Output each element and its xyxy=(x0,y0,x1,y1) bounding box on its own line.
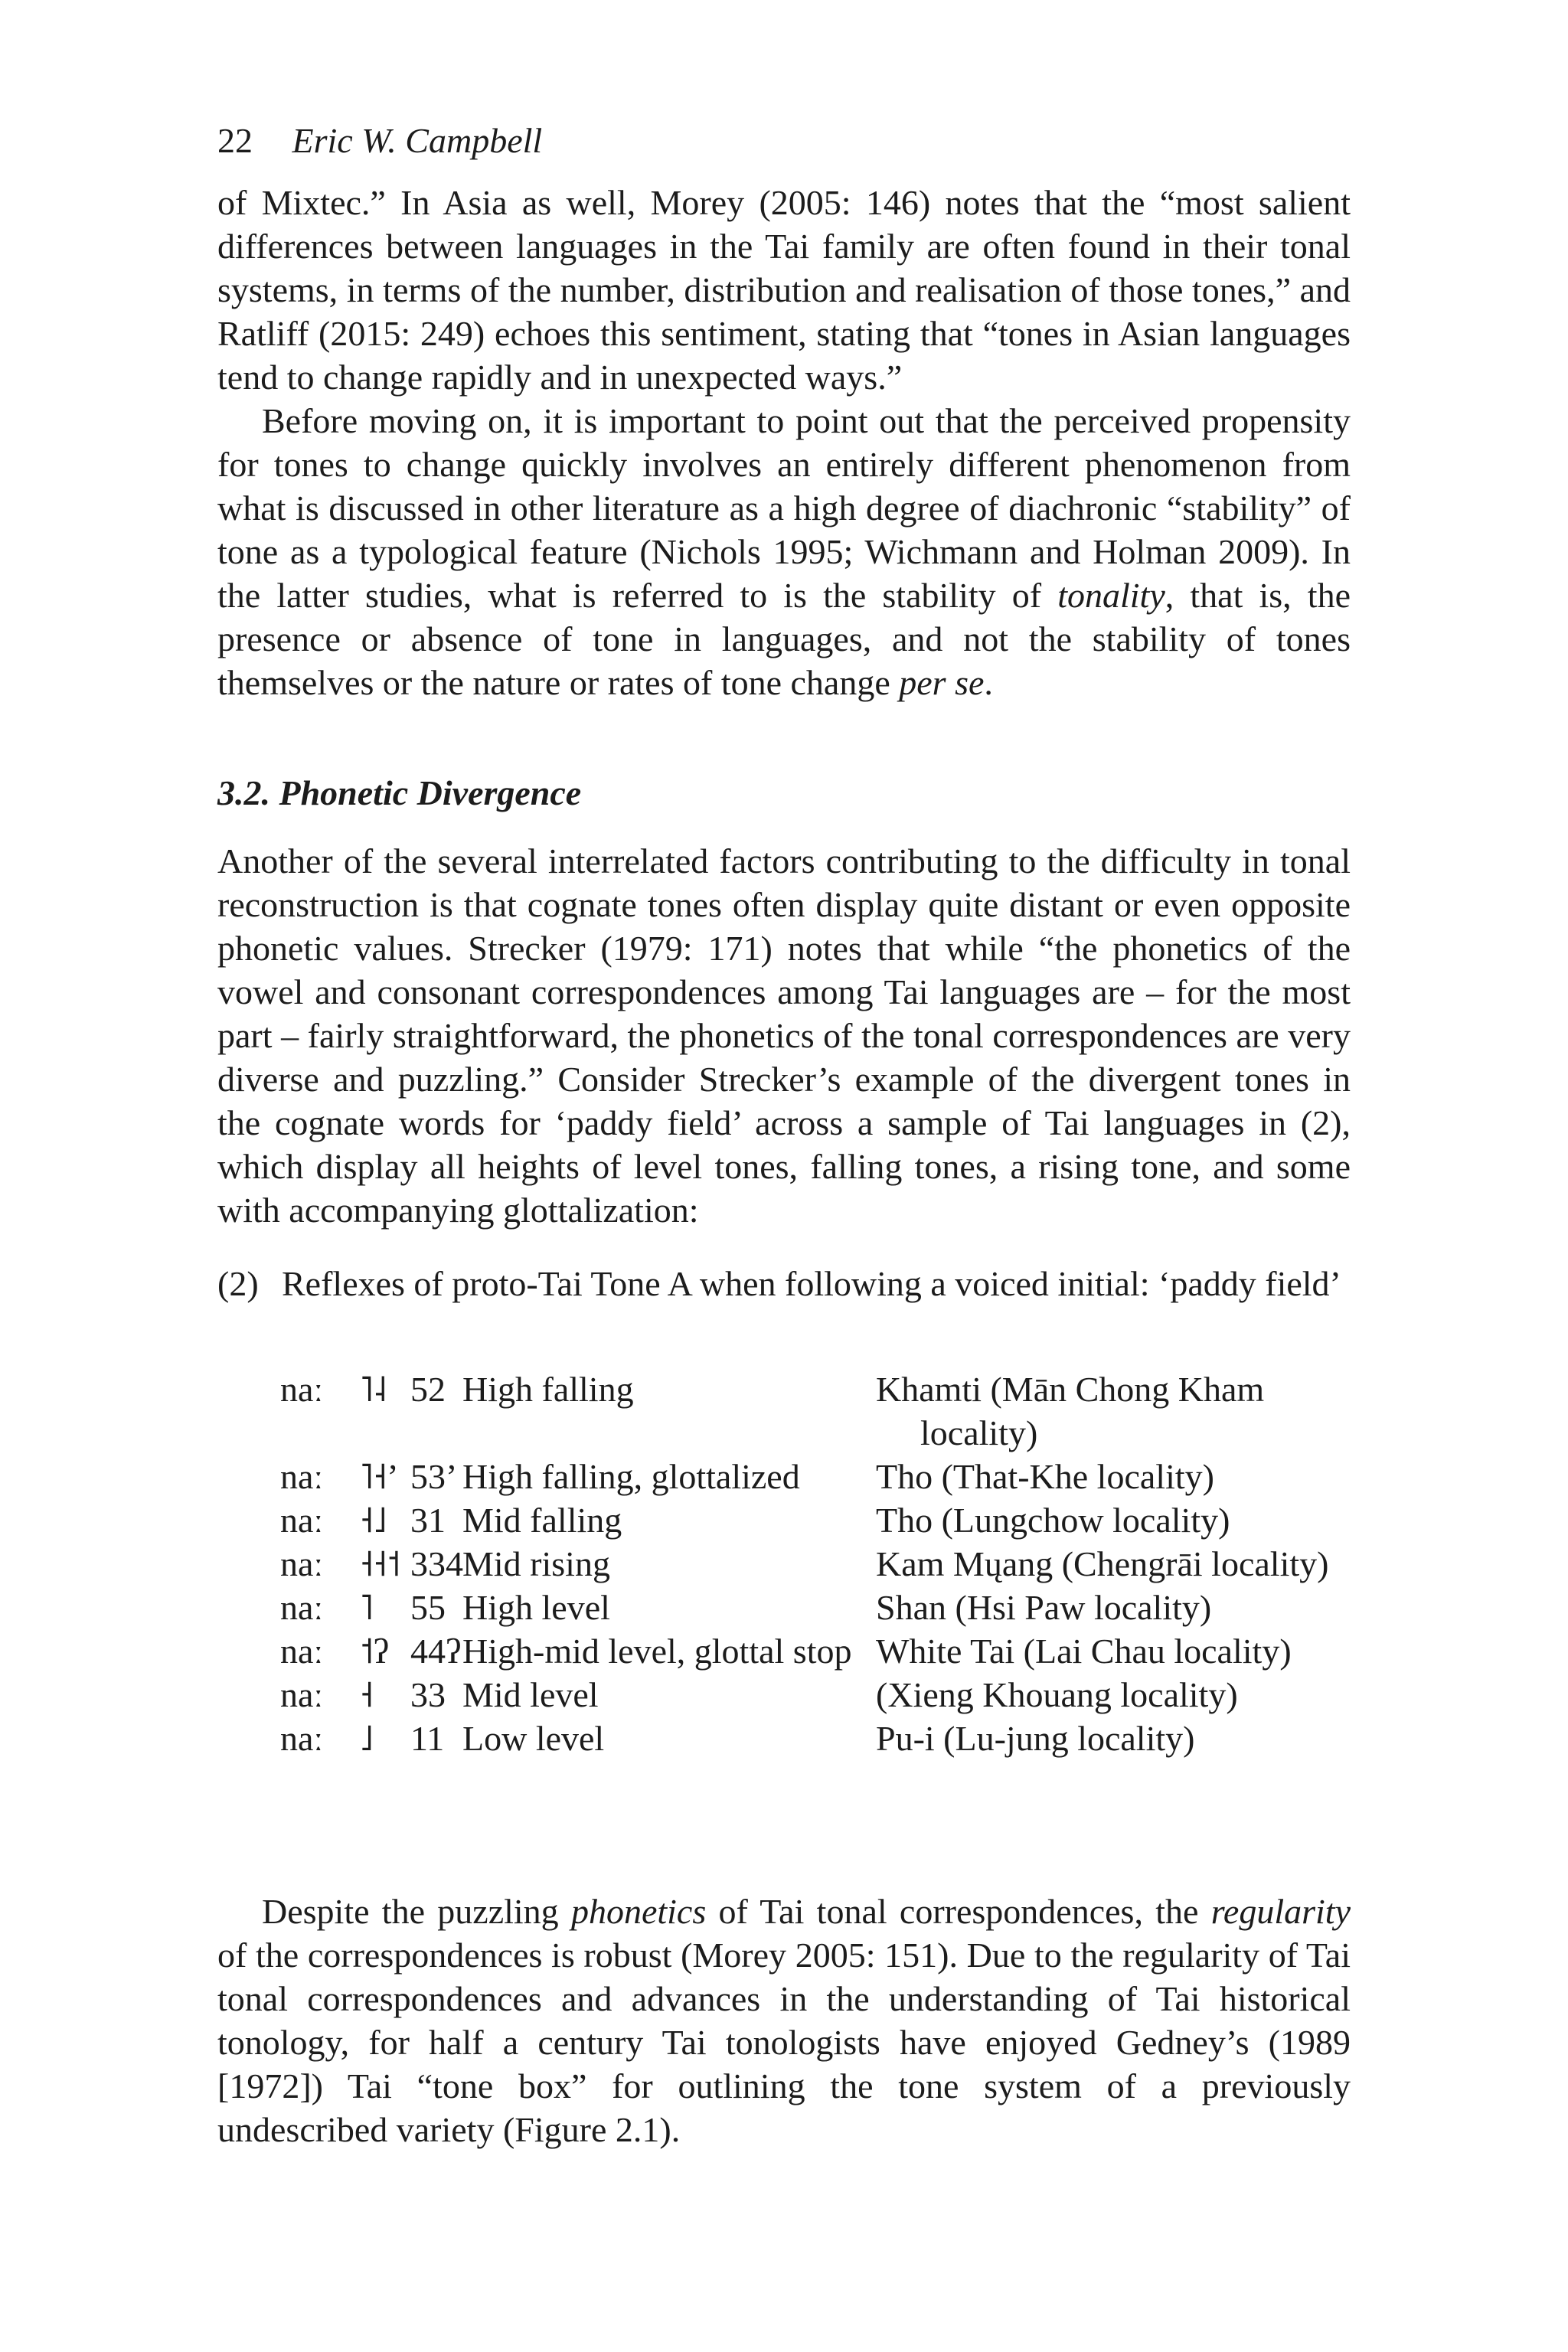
language-locality: Pu-i (Lu-jung locality) xyxy=(876,1719,1195,1758)
tone-label: High falling xyxy=(462,1370,634,1409)
emphasis-term: regularity xyxy=(1210,1892,1351,1931)
paragraph-text: of Tai tonal correspondences, the xyxy=(706,1892,1211,1931)
language-locality: Khamti (Mān Chong Kham locality) xyxy=(876,1370,1265,1452)
language-locality: Tho (Lungchow locality) xyxy=(876,1501,1230,1540)
running-header xyxy=(217,118,542,164)
tone-value: 55 xyxy=(410,1588,446,1627)
language-locality: White Tai (Lai Chau locality) xyxy=(876,1632,1292,1671)
tone-value: 52 xyxy=(410,1370,446,1409)
paragraph-text: , that is, the presence or absence of tone in languages, and not the stability of tones themselves or the nature or rates of tone change xyxy=(217,576,1351,702)
table-row xyxy=(280,1542,1349,1586)
section-heading: 3.2. Phonetic Divergence xyxy=(217,773,582,812)
tone-label: Low level xyxy=(462,1719,605,1758)
tone-letter: ˥˨ xyxy=(360,1370,387,1409)
tone-letter: ˧ xyxy=(360,1675,374,1714)
table-row xyxy=(280,1673,1349,1717)
paragraph-text: Despite the puzzling xyxy=(262,1892,571,1931)
table-row xyxy=(280,1367,1349,1455)
tone-letter: ˥˧’ xyxy=(360,1457,399,1496)
reflexes-table xyxy=(280,1367,1349,1760)
language-locality: Shan (Hsi Paw locality) xyxy=(876,1588,1212,1627)
language-locality: Tho (That-Khe locality) xyxy=(876,1457,1214,1496)
tone-letter: ˧˧˦ xyxy=(360,1544,400,1583)
tone-value: 44ʔ xyxy=(410,1632,462,1671)
word-form: naː xyxy=(280,1457,324,1496)
language-locality: Kam Mųang (Chengrāi locality) xyxy=(876,1544,1329,1583)
emphasis-term: per se xyxy=(899,663,985,702)
paragraph-continuation: of Mixtec.” In Asia as well, Morey (2005: 146) notes that the “most salient differences between languages in the Tai family are often found in their tonal systems, in terms of the number, distribution and realisation of those tones,” and Ratliff (2015: 249) echoes this sentiment, stating that “tones in Asian languages tend to change rapidly and in unexpected ways.” xyxy=(217,183,1351,397)
example-number: (2) xyxy=(217,1264,259,1303)
tone-label: High falling, glottalized xyxy=(462,1457,800,1496)
word-form: naː xyxy=(280,1675,324,1714)
tone-letter: ˦ʔ xyxy=(360,1632,390,1671)
paragraph-regularity xyxy=(217,1890,1351,2151)
tone-letter: ˥ xyxy=(360,1588,374,1627)
tone-value: 33 xyxy=(410,1675,446,1714)
table-row xyxy=(280,1455,1349,1498)
tone-label: Mid rising xyxy=(462,1544,610,1583)
word-form: naː xyxy=(280,1544,324,1583)
word-form: naː xyxy=(280,1370,324,1409)
tone-value: 31 xyxy=(410,1501,446,1540)
paragraph-tonality xyxy=(217,399,1351,704)
paragraph-text: of the correspondences is robust (Morey 2005: 151). Due to the regularity of Tai tonal correspondences and advances in the understanding of Tai historical tonology, for half a century Tai tonologists have enjoyed Gedney’s (1989 [1972]) Tai “tone box” for outlining the tone system of a previously undescribed variety (Figure 2.1). xyxy=(217,1936,1351,2149)
tone-value: 11 xyxy=(410,1719,445,1758)
tone-value: 334 xyxy=(410,1544,463,1583)
page-number: 22 xyxy=(217,121,253,160)
tone-label: High-mid level, glottal stop xyxy=(462,1632,852,1671)
tone-value: 53’ xyxy=(410,1457,458,1496)
word-form: naː xyxy=(280,1719,324,1758)
word-form: naː xyxy=(280,1501,324,1540)
tone-label: Mid level xyxy=(462,1675,599,1714)
language-locality: (Xieng Khouang locality) xyxy=(876,1675,1238,1714)
paragraph-text: Before moving on, it is important to point out that the perceived propensity for tones to change quickly involves an entirely different phenomenon from what is discussed in other literature as a high degree of diachronic “stability” of tone as a typological feature (Nichols 1995; Wichmann and Holman 2009). In the latter studies, what is referred to is the stability of xyxy=(217,401,1351,615)
word-form: naː xyxy=(280,1588,324,1627)
emphasis-term: phonetics xyxy=(570,1892,707,1931)
word-form: naː xyxy=(280,1632,324,1671)
table-row xyxy=(280,1498,1349,1542)
table-row xyxy=(280,1586,1349,1629)
paragraph-text: . xyxy=(984,663,993,702)
emphasis-term: tonality xyxy=(1057,576,1165,615)
table-row xyxy=(280,1717,1349,1760)
example-caption: Reflexes of proto-Tai Tone A when following a voiced initial: ‘paddy field’ xyxy=(282,1264,1341,1303)
paragraph-phonetic-divergence: Another of the several interrelated factors contributing to the difficulty in tonal reconstruction is that cognate tones often display quite distant or even opposite phonetic values. Strecker (1979: 171) notes that while “the phonetics of the vowel and consonant correspondences among Tai languages are – for the most part – fairly straightforward, the phonetics of the tonal correspondences are very diverse and puzzling.” Consider Strecker’s example of the divergent tones in the cognate words for ‘paddy field’ across a sample of Tai languages in (2), which display all heights of level tones, falling tones, a rising tone, and some with accompanying glottalization: xyxy=(217,841,1351,1230)
table-row xyxy=(280,1629,1349,1673)
tone-label: Mid falling xyxy=(462,1501,622,1540)
tone-label: High level xyxy=(462,1588,610,1627)
tone-letter: ˩ xyxy=(360,1719,374,1758)
tone-letter: ˧˩ xyxy=(360,1501,387,1540)
running-author: Eric W. Campbell xyxy=(292,121,543,160)
